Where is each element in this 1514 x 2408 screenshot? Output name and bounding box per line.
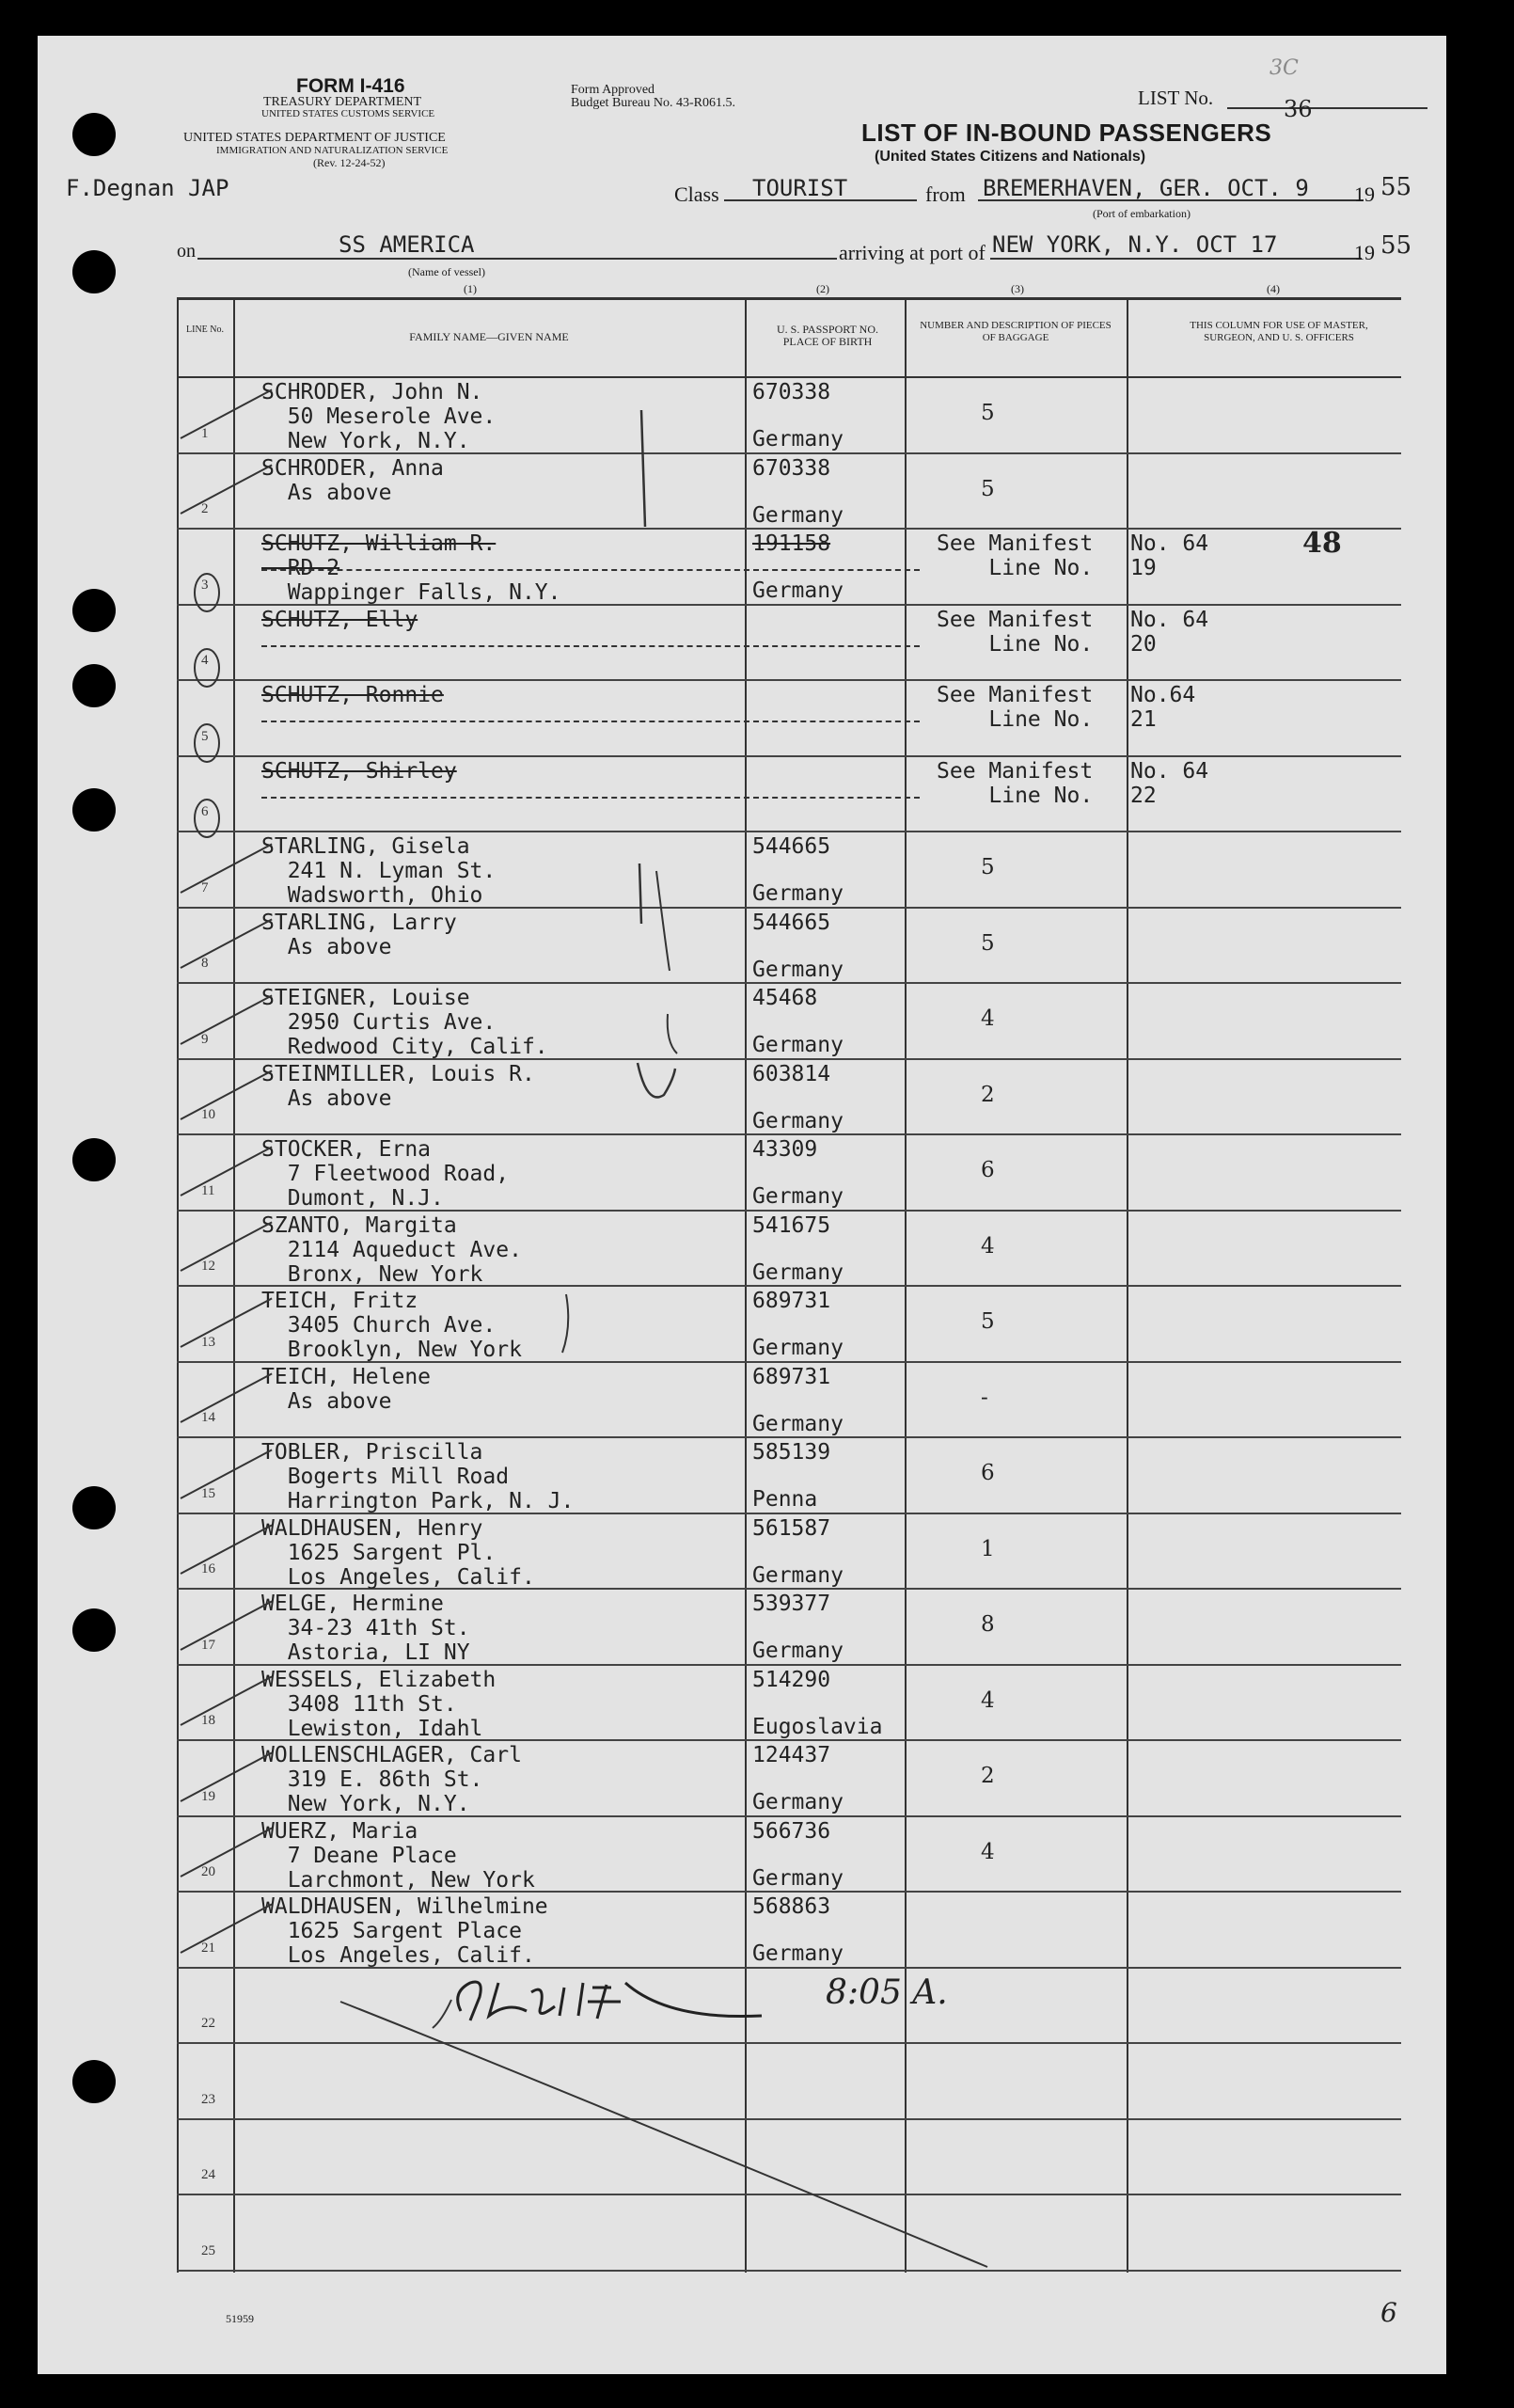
- passenger-name: SCHUTZ, William R.: [261, 531, 497, 556]
- year-arrive: 55: [1380, 231, 1412, 260]
- passenger-address: As above: [261, 1085, 392, 1111]
- line-number: 11: [201, 1182, 215, 1198]
- passenger-name: TOBLER, Priscilla: [261, 1440, 483, 1465]
- passport-number: 43309: [752, 1137, 818, 1162]
- passenger-name: SCHUTZ, Ronnie: [261, 683, 444, 707]
- line-number: 20: [201, 1864, 215, 1879]
- port-embark-caption: (Port of embarkation): [1093, 207, 1191, 220]
- passenger-address: As above: [261, 934, 392, 959]
- line-number: 13: [201, 1334, 215, 1350]
- vessel-caption: (Name of vessel): [408, 265, 485, 278]
- line-number: 24: [201, 2167, 215, 2182]
- passenger-address: 3405 Church Ave.: [261, 1313, 497, 1338]
- passenger-name: WALDHAUSEN, Wilhelmine: [261, 1894, 548, 1919]
- col-num-2: (2): [816, 282, 829, 295]
- place-of-birth: Germany: [752, 957, 844, 982]
- list-no-label: LIST No.: [1138, 87, 1214, 109]
- col-header-line-no: LINE No.: [186, 325, 224, 335]
- passenger-name: WELGE, Hermine: [261, 1592, 444, 1616]
- passenger-address: Lewiston, Idahl: [261, 1716, 483, 1741]
- baggage-count: 4: [981, 1233, 995, 1259]
- passenger-address: Bronx, New York: [261, 1261, 483, 1287]
- place-of-birth: Penna: [752, 1487, 818, 1512]
- line-number: 10: [201, 1107, 215, 1122]
- manifest-line: 21: [1130, 707, 1157, 732]
- passenger-name: STEINMILLER, Louis R.: [261, 1061, 535, 1086]
- line-number: 9: [201, 1031, 209, 1047]
- passenger-address: 7 Deane Place: [261, 1843, 457, 1868]
- line-number: 18: [201, 1713, 215, 1728]
- year-from: 55: [1380, 173, 1412, 201]
- line-number: 12: [201, 1259, 215, 1274]
- line-number: 16: [201, 1561, 215, 1576]
- passport-number: 689731: [752, 1289, 831, 1313]
- passenger-address: Larchmont, New York: [261, 1867, 535, 1893]
- place-of-birth: Germany: [752, 1411, 844, 1436]
- baggage-count: 6: [981, 1158, 995, 1182]
- manifest-number: No. 64: [1130, 531, 1209, 556]
- col-header-name: FAMILY NAME—GIVEN NAME: [409, 330, 569, 343]
- page-number: 6: [1380, 2297, 1397, 2328]
- col-header-baggage: NUMBER AND DESCRIPTION OF PIECES OF BAGGAGE: [920, 320, 1112, 343]
- passenger-name: STOCKER, Erna: [261, 1137, 432, 1162]
- list-no-value: 36: [1284, 96, 1313, 122]
- passport-number: 561587: [752, 1515, 831, 1541]
- baggage-count: See Manifest Line No.: [937, 531, 1094, 580]
- line-number: 15: [201, 1485, 215, 1501]
- manifest-line: 22: [1130, 783, 1157, 808]
- manifest-number: No. 64: [1130, 758, 1209, 784]
- place-of-birth: Germany: [752, 1108, 844, 1133]
- passenger-address: Redwood City, Calif.: [261, 1035, 548, 1059]
- passenger-name: SCHUTZ, Shirley: [261, 758, 457, 784]
- baggage-count: 5: [981, 401, 995, 425]
- arriving-label: arriving at port of: [839, 241, 986, 264]
- passenger-address: Harrington Park, N. J.: [261, 1489, 575, 1513]
- form-revision: (Rev. 12-24-52): [313, 156, 386, 169]
- passport-number: 568863: [752, 1894, 831, 1919]
- passenger-address: Wappinger Falls, N.Y.: [261, 580, 561, 605]
- passenger-address: As above: [261, 480, 392, 505]
- arrival-port: NEW YORK, N.Y. OCT 17: [992, 231, 1278, 258]
- passenger-address: Astoria, LI NY: [261, 1640, 470, 1665]
- clerk-initials: F.Degnan JAP: [66, 175, 229, 201]
- passenger-address: Bogerts Mill Road: [261, 1465, 510, 1489]
- line-number: 17: [201, 1637, 215, 1653]
- list-no-pencil: 3C: [1270, 56, 1299, 80]
- passenger-address: New York, N.Y.: [261, 1792, 470, 1816]
- line-number: 7: [201, 879, 209, 895]
- year-prefix-arrive: 19: [1354, 241, 1375, 264]
- immigration-service: IMMIGRATION AND NATURALIZATION SERVICE: [216, 145, 449, 156]
- baggage-count: 2: [981, 1764, 995, 1788]
- treasury-dept: TREASURY DEPARTMENT: [263, 95, 422, 109]
- justice-dept: UNITED STATES DEPARTMENT OF JUSTICE: [183, 131, 446, 145]
- place-of-birth: Germany: [752, 1184, 844, 1209]
- baggage-count: 5: [981, 476, 995, 501]
- passenger-address: Dumont, N.J.: [261, 1186, 444, 1211]
- passenger-address: 241 N. Lyman St.: [261, 859, 497, 883]
- col-header-passport: U. S. PASSPORT NO. PLACE OF BIRTH: [777, 323, 878, 348]
- arrival-time-note: 8:05 A.: [826, 1973, 948, 2012]
- passport-number: 191158: [752, 531, 831, 556]
- place-of-birth: Germany: [752, 1336, 844, 1360]
- place-of-birth: Germany: [752, 1941, 844, 1966]
- line-number: 1: [201, 425, 209, 441]
- passenger-address: New York, N.Y.: [261, 429, 470, 453]
- passenger-address: --RD 2: [261, 556, 340, 580]
- baggage-count: 2: [981, 1082, 995, 1107]
- place-of-birth: Germany: [752, 1562, 844, 1588]
- passenger-name: STEIGNER, Louise: [261, 986, 470, 1010]
- passenger-address: 2950 Curtis Ave.: [261, 1010, 497, 1035]
- manifest-number: No. 64: [1130, 607, 1209, 632]
- passenger-address: 3408 11th St.: [261, 1691, 457, 1717]
- line-number: 8: [201, 956, 209, 971]
- passenger-name: TEICH, Fritz: [261, 1289, 418, 1313]
- passenger-name: SCHUTZ, Elly: [261, 607, 418, 632]
- form-title: LIST OF IN-BOUND PASSENGERS: [861, 119, 1272, 147]
- manifest-page: [38, 36, 1446, 2374]
- line-number: 6: [201, 804, 209, 819]
- line-number: 14: [201, 1410, 215, 1425]
- passport-number: 670338: [752, 380, 831, 404]
- on-label: on: [177, 241, 196, 261]
- vessel-name: SS AMERICA: [339, 231, 475, 258]
- line-number: 23: [201, 2091, 215, 2107]
- passport-number: 541675: [752, 1212, 831, 1238]
- year-prefix-from: 19: [1354, 182, 1375, 206]
- passport-number: 689731: [752, 1364, 831, 1389]
- from-label: from: [925, 182, 966, 206]
- manifest-line: 19: [1130, 556, 1157, 580]
- baggage-count: See Manifest Line No.: [937, 607, 1094, 657]
- customs-service: UNITED STATES CUSTOMS SERVICE: [261, 108, 435, 119]
- col-num-3: (3): [1011, 282, 1024, 295]
- baggage-count: 1: [981, 1536, 995, 1561]
- passenger-address: Los Angeles, Calif.: [261, 1943, 535, 1968]
- passenger-name: WALDHAUSEN, Henry: [261, 1515, 483, 1541]
- form-id: FORM I-416: [296, 75, 405, 97]
- form-subtitle: (United States Citizens and Nationals): [875, 149, 1146, 165]
- baggage-count: 5: [981, 930, 995, 956]
- budget-bureau: Budget Bureau No. 43-R061.5.: [571, 96, 735, 110]
- col-num-1: (1): [464, 282, 477, 295]
- baggage-count: 8: [981, 1612, 995, 1637]
- baggage-count: 4: [981, 1687, 995, 1713]
- baggage-count: 4: [981, 1839, 995, 1864]
- line-number: 3: [201, 577, 209, 593]
- passenger-address: 50 Meserole Ave.: [261, 404, 497, 429]
- col-header-officers: THIS COLUMN FOR USE OF MASTER, SURGEON, AND U. S. OFFICERS: [1190, 320, 1368, 343]
- passenger-address: 2114 Aqueduct Ave.: [261, 1237, 522, 1262]
- baggage-count: -: [981, 1385, 988, 1410]
- baggage-count: 6: [981, 1461, 995, 1485]
- place-of-birth: Germany: [752, 1790, 844, 1814]
- passenger-name: WESSELS, Elizabeth: [261, 1667, 497, 1692]
- passenger-name: STARLING, Larry: [261, 910, 457, 935]
- place-of-birth: Germany: [752, 1865, 844, 1891]
- from-value: BREMERHAVEN, GER. OCT. 9: [983, 175, 1309, 201]
- line-number: 2: [201, 501, 209, 516]
- passenger-address: Los Angeles, Calif.: [261, 1564, 535, 1590]
- line-number: 21: [201, 1940, 215, 1956]
- passport-number: 566736: [752, 1818, 831, 1844]
- passport-number: 603814: [752, 1061, 831, 1086]
- col-num-4: (4): [1267, 282, 1280, 295]
- line-number: 4: [201, 653, 209, 668]
- passport-number: 544665: [752, 910, 831, 935]
- passenger-address: 1625 Sargent Pl.: [261, 1540, 497, 1565]
- passport-number: 539377: [752, 1592, 831, 1616]
- baggage-count: See Manifest Line No.: [937, 683, 1094, 732]
- passenger-address: 319 E. 86th St.: [261, 1767, 483, 1792]
- passenger-address: As above: [261, 1388, 392, 1414]
- class-label: Class: [674, 182, 719, 206]
- passport-number: 670338: [752, 455, 831, 481]
- passport-number: 514290: [752, 1667, 831, 1692]
- passenger-name: WOLLENSCHLAGER, Carl: [261, 1743, 522, 1767]
- print-code: 51959: [226, 2312, 254, 2325]
- place-of-birth: Germany: [752, 1259, 844, 1285]
- place-of-birth: Germany: [752, 881, 844, 906]
- passenger-address: Brooklyn, New York: [261, 1338, 522, 1362]
- baggage-count: 5: [981, 855, 995, 879]
- place-of-birth: Eugoslavia: [752, 1714, 883, 1739]
- place-of-birth: Germany: [752, 578, 844, 603]
- passenger-name: WUERZ, Maria: [261, 1818, 418, 1844]
- passenger-name: SCHRODER, John N.: [261, 380, 483, 404]
- officer-annotation: 48: [1302, 527, 1342, 560]
- line-number: 5: [201, 728, 209, 744]
- passenger-address: 1625 Sargent Place: [261, 1919, 522, 1943]
- line-number: 25: [201, 2242, 215, 2258]
- class-value: TOURIST: [752, 175, 848, 201]
- baggage-count: 4: [981, 1006, 995, 1031]
- passenger-name: TEICH, Helene: [261, 1364, 432, 1389]
- passenger-name: SZANTO, Margita: [261, 1212, 457, 1238]
- passport-number: 585139: [752, 1440, 831, 1465]
- passenger-name: SCHRODER, Anna: [261, 455, 444, 481]
- place-of-birth: Germany: [752, 427, 844, 452]
- line-number: 22: [201, 2016, 215, 2031]
- passenger-name: STARLING, Gisela: [261, 834, 470, 859]
- baggage-count: See Manifest Line No.: [937, 758, 1094, 808]
- passport-number: 544665: [752, 834, 831, 859]
- form-approved: Form Approved: [571, 83, 655, 97]
- passenger-address: 34-23 41th St.: [261, 1616, 470, 1640]
- baggage-count: 5: [981, 1309, 995, 1334]
- passport-number: 124437: [752, 1743, 831, 1767]
- place-of-birth: Germany: [752, 502, 844, 528]
- inspector-signature: [442, 1964, 781, 2030]
- passenger-address: 7 Fleetwood Road,: [261, 1162, 510, 1186]
- passport-number: 45468: [752, 986, 818, 1010]
- manifest-number: No.64: [1130, 683, 1196, 707]
- line-number: 19: [201, 1788, 215, 1804]
- manifest-line: 20: [1130, 631, 1157, 657]
- place-of-birth: Germany: [752, 1639, 844, 1663]
- place-of-birth: Germany: [752, 1033, 844, 1057]
- passenger-address: Wadsworth, Ohio: [261, 883, 483, 908]
